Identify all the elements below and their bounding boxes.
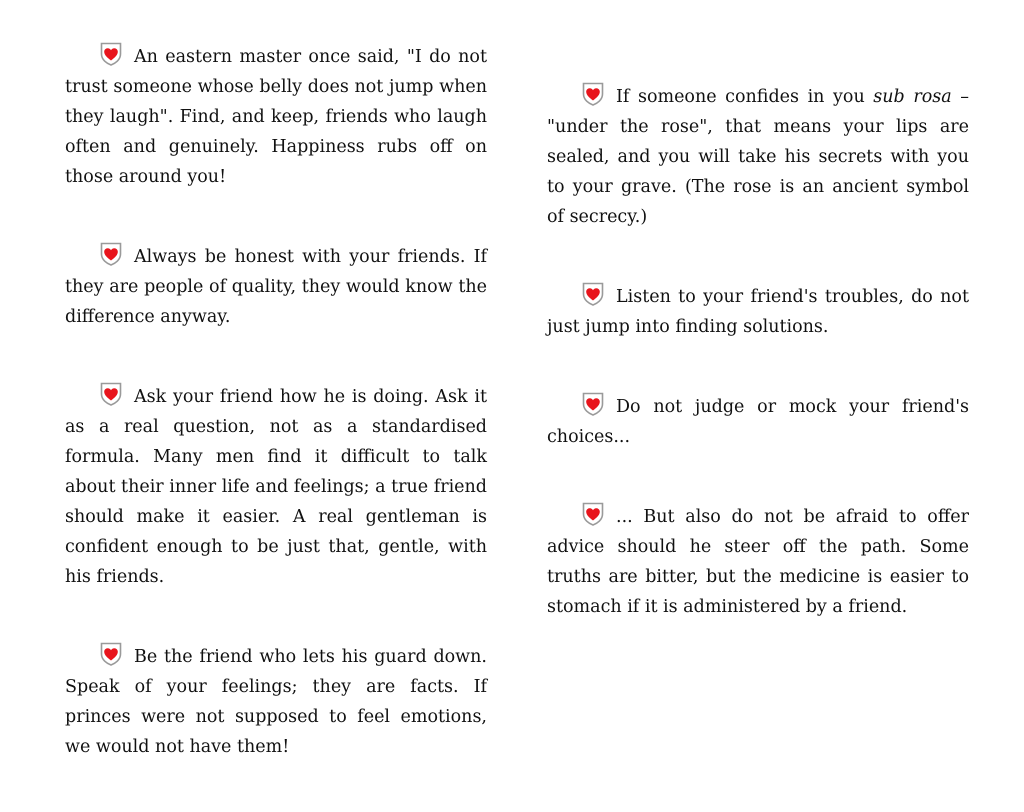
tip-paragraph <box>547 282 969 342</box>
tip-text: – "under the rose", that means your lips are sealed, and you will take his secrets with you to your grave. (The rose is an ancient symbol of secrecy.) <box>547 87 969 227</box>
heart-shield-icon <box>100 642 122 666</box>
tip-text: Listen to your friend's troubles, do not just jump into finding solutions. <box>547 287 969 337</box>
heart-shield-icon <box>582 282 604 306</box>
tip-text: An eastern master once said, "I do not trust someone whose belly does not jump when they laugh". Find, and keep, friends who laugh often and genuinely. Happiness rubs off on those around you! <box>65 47 487 187</box>
tip-text: ... But also do not be afraid to offer advice should he steer off the path. Some truths are bitter, but the medicine is easier to stomach if it is administered by a friend. <box>547 507 969 617</box>
tip-paragraph <box>65 42 487 192</box>
tip-text: Be the friend who lets his guard down. Speak of your feelings; they are facts. If princes were not supposed to feel emotions, we would not have them! <box>65 647 487 757</box>
heart-shield-icon <box>582 502 604 526</box>
tip-text: If someone confides in you <box>616 87 874 107</box>
heart-shield-icon <box>582 392 604 416</box>
heart-shield-icon <box>100 242 122 266</box>
tip-text: Ask your friend how he is doing. Ask it as a real question, not as a standardised formula. Many men find it difficult to talk about their inner life and feelings; a true friend should make it easier. A real gentleman is confident enough to be just that, gentle, with his friends. <box>65 387 487 587</box>
tip-paragraph <box>547 82 969 232</box>
tip-italic-phrase: sub rosa <box>873 87 952 107</box>
right-column <box>547 82 969 672</box>
tip-paragraph <box>547 392 969 452</box>
tip-paragraph <box>65 642 487 762</box>
left-column <box>65 42 487 812</box>
tip-paragraph <box>65 242 487 332</box>
tip-paragraph <box>547 502 969 622</box>
heart-shield-icon <box>100 382 122 406</box>
tip-text: Do not judge or mock your friend's choices... <box>547 397 969 447</box>
tip-text: Always be honest with your friends. If they are people of quality, they would know the difference anyway. <box>65 247 487 327</box>
tip-paragraph <box>65 382 487 592</box>
heart-shield-icon <box>100 42 122 66</box>
heart-shield-icon <box>582 82 604 106</box>
